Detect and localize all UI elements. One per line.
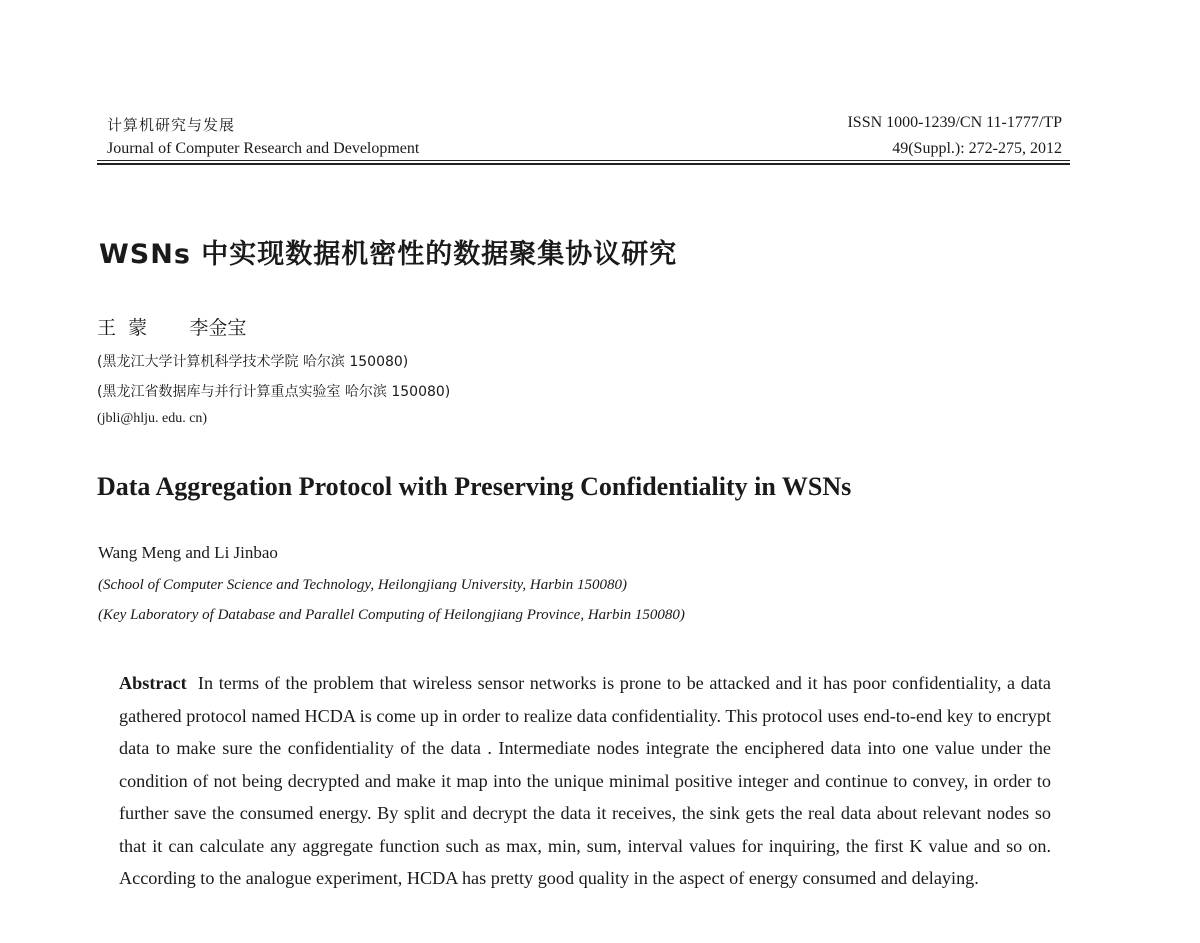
affiliation-en-2: (Key Laboratory of Database and Parallel Computing of Heilongjiang Province, Harbin 150080) [98, 607, 685, 623]
abstract [119, 667, 1051, 895]
authors-cn: 王 蒙 李金宝 [97, 317, 247, 339]
affiliation-en-1: (School of Computer Science and Technology, Heilongjiang University, Harbin 150080) [98, 577, 627, 593]
header-rule-thick [97, 163, 1070, 165]
header-rule-thin [97, 160, 1070, 161]
abstract-label: Abstract [119, 673, 187, 693]
journal-name-cn: 计算机研究与发展 [107, 116, 236, 134]
abstract-text: In terms of the problem that wireless sensor networks is prone to be attacked and it has poor confidentiality, a data gathered protocol named HCDA is come up in order to realize data confidentiality. This protocol uses end-to-end key to encrypt data to make sure the confidentiality of the data . Intermediate nodes integrate the enciphered data into one value under the condition of not being decrypted and make it map into the unique minimal positive integer and continue to convey, in order to further save the consumed energy. By split and decrypt the data it receives, the sink gets the real data about relevant nodes so that it can calculate any aggregate function such as max, min, sum, interval values for inquiring, the first K value and so on. According to the analogue experiment, HCDA has pretty good quality in the aspect of energy consumed and delaying. [119, 673, 1051, 888]
paper-title-en: Data Aggregation Protocol with Preserving Confidentiality in WSNs [97, 472, 852, 501]
affiliation-cn-1: (黑龙江大学计算机科学技术学院 哈尔滨 150080) [97, 354, 409, 370]
affiliation-cn-2: (黑龙江省数据库与并行计算重点实验室 哈尔滨 150080) [97, 384, 451, 400]
volume-line: 49(Suppl.): 272-275, 2012 [892, 140, 1062, 157]
authors-en: Wang Meng and Li Jinbao [98, 543, 278, 562]
author-email: (jbli@hlju. edu. cn) [97, 411, 208, 426]
paper-title-cn: WSNs 中实现数据机密性的数据聚集协议研究 [99, 239, 678, 270]
issn-line: ISSN 1000-1239/CN 11-1777/TP [847, 114, 1062, 131]
journal-name-en: Journal of Computer Research and Development [107, 140, 420, 157]
